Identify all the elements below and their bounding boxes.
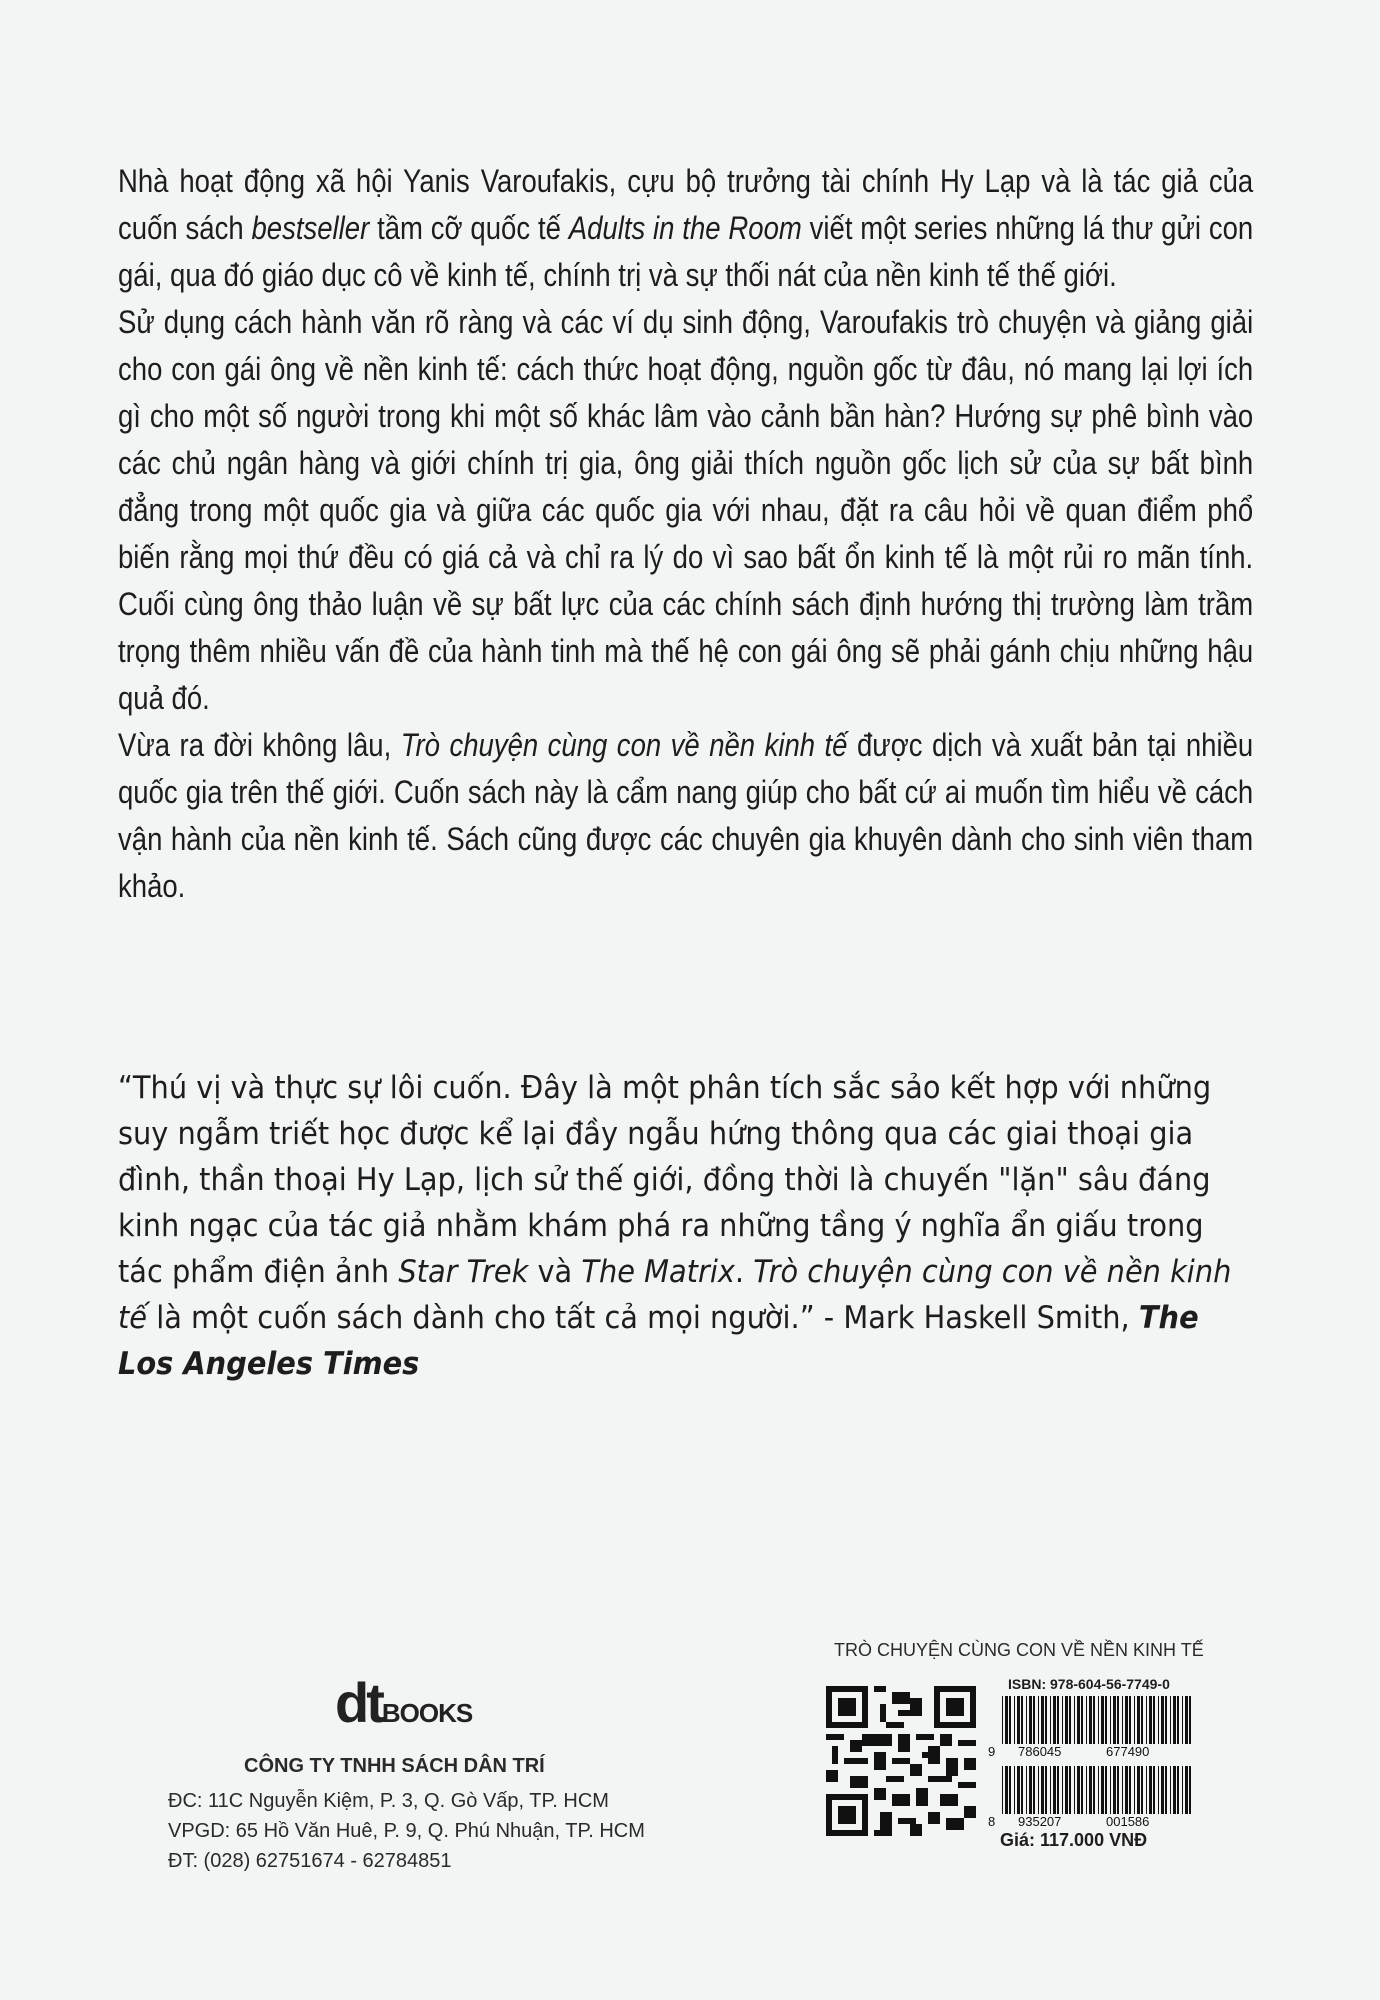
barcode-bar [1005, 1766, 1008, 1814]
isbn-barcode [988, 1696, 1198, 1758]
barcode-bar [1009, 1766, 1011, 1814]
barcode-bar [1153, 1766, 1155, 1814]
barcode-bar [1009, 1696, 1011, 1744]
barcode-bar [1101, 1766, 1104, 1814]
barcode-bar [1074, 1696, 1075, 1744]
barcode-bar [1189, 1696, 1191, 1744]
barcode-bar [1149, 1696, 1152, 1744]
price: Giá: 117.000 VNĐ [1000, 1830, 1148, 1850]
barcode-bar [1065, 1766, 1068, 1814]
barcode-bar [1129, 1696, 1131, 1744]
barcode-bar [1062, 1766, 1063, 1814]
svg-text:8: 8 [988, 1814, 996, 1828]
barcode-bar [1029, 1766, 1032, 1814]
barcode-bar [1026, 1766, 1027, 1814]
barcode-bar [1021, 1766, 1023, 1814]
barcode-bar [1161, 1766, 1164, 1814]
blurb-text [118, 158, 1253, 910]
blurb-paragraph-1: Nhà hoạt động xã hội Yanis Varoufakis, cựu bộ trưởng tài chính Hy Lạp và là tác giả của cuốn sách bestseller tầm cỡ quốc tế Adults in the Room viết một series những lá thư gửi con gái, qua đó giáo dục cô về kinh tế, chính trị và sự thối nát của nền kinh tế thế giới. [118, 163, 1254, 293]
barcode-bar [1110, 1766, 1111, 1814]
barcode-bar [1053, 1696, 1056, 1744]
barcode-bar [1029, 1696, 1032, 1744]
barcode-bar [1134, 1696, 1135, 1744]
barcode-bar [1033, 1766, 1035, 1814]
barcode-bar [1141, 1766, 1143, 1814]
barcode-bar [1050, 1766, 1051, 1814]
svg-text:677490: 677490 [1106, 1744, 1150, 1758]
barcode-bar [1077, 1696, 1080, 1744]
barcode-bar [1017, 1696, 1020, 1744]
barcode-bar [1057, 1766, 1059, 1814]
barcode-bar [1041, 1696, 1044, 1744]
svg-text:935207: 935207 [1018, 1814, 1062, 1828]
publisher-address: ĐC: 11C Nguyễn Kiệm, P. 3, Q. Gò Vấp, TP. HCM [168, 1790, 609, 1812]
barcode-bar [1077, 1766, 1080, 1814]
barcode-bar [1137, 1696, 1140, 1744]
barcode-bar [1069, 1696, 1071, 1744]
barcode-bar [1002, 1766, 1003, 1814]
barcode-bar [1062, 1696, 1063, 1744]
barcode-bar [1122, 1766, 1123, 1814]
barcode-bar [1125, 1696, 1128, 1744]
barcode-bar [1134, 1766, 1135, 1814]
barcode-bar [1117, 1766, 1119, 1814]
barcode-bar [1125, 1766, 1128, 1814]
barcode-bar [1038, 1766, 1039, 1814]
barcode-bar [1161, 1696, 1164, 1744]
barcode-bar [1146, 1766, 1147, 1814]
barcode-bar [1185, 1696, 1188, 1744]
barcode-bar [1185, 1766, 1188, 1814]
barcode-bar [1141, 1696, 1143, 1744]
barcode-bar [1177, 1696, 1179, 1744]
barcode-bar [1113, 1766, 1116, 1814]
svg-text:9: 9 [988, 1744, 996, 1758]
barcode-bar [1105, 1696, 1107, 1744]
barcode-bar [1158, 1766, 1159, 1814]
barcode-bar [1153, 1696, 1155, 1744]
barcode-bar [1182, 1766, 1183, 1814]
barcode-bar [1086, 1696, 1087, 1744]
barcode-bar [1065, 1696, 1068, 1744]
quote-source: The Los Angeles Times [118, 1300, 1199, 1382]
barcode-bar [1170, 1696, 1171, 1744]
ean-barcode [988, 1766, 1198, 1828]
barcode-bar [1050, 1696, 1051, 1744]
barcode-bar [1113, 1696, 1116, 1744]
barcode-bar [1170, 1766, 1171, 1814]
barcode-bar [1086, 1766, 1087, 1814]
barcode-bar [1002, 1696, 1003, 1744]
barcode-bar [1014, 1696, 1015, 1744]
barcode-bar [1038, 1696, 1039, 1744]
barcode-bar [1045, 1766, 1047, 1814]
barcode-bar [1026, 1696, 1027, 1744]
barcode-bar [1074, 1766, 1075, 1814]
review-quote: “Thú vị và thực sự lôi cuốn. Đây là một phân tích sắc sảo kết hợp với những suy ngẫm triết học được kể lại đầy ngẫu hứng thông qua các giai thoại gia đình, thần thoại Hy Lạp, lịch sử thế giới, đồng thời là chuyến "lặn" sâu đáng kinh ngạc của tác giả nhằm khám phá ra những tầng ý nghĩa ẩn giấu trong tác phẩm điện ảnh Star Trek và The Matrix. Trò chuyện cùng con về nền kinh tế là một cuốn sách dành cho tất cả mọi người.” - Mark Haskell Smith, The Los Angeles Times [118, 1070, 1232, 1382]
barcode-bar [1033, 1696, 1035, 1744]
isbn-block [820, 1640, 1220, 1860]
barcode-bar [1173, 1696, 1176, 1744]
isbn-number: ISBN: 978-604-56-7749-0 [1008, 1676, 1170, 1692]
barcode-bar [1093, 1696, 1095, 1744]
barcode-bar [1189, 1766, 1191, 1814]
publisher-phone: ĐT: (028) 62751674 - 62784851 [168, 1850, 452, 1872]
barcode-bar [1117, 1696, 1119, 1744]
barcode-bar [1093, 1766, 1095, 1814]
barcode-bar [1177, 1766, 1179, 1814]
blurb-paragraph-3: Vừa ra đời không lâu, Trò chuyện cùng con về nền kinh tế được dịch và xuất bản tại nhiều quốc gia trên thế giới. Cuốn sách này là cẩm nang giúp cho bất cứ ai muốn tìm hiểu về cách vận hành của nền kinh tế. Sách cũng được các chuyên gia khuyên dành cho sinh viên tham khảo. [118, 727, 1254, 904]
barcode-bar [1165, 1696, 1167, 1744]
barcode-bar [1053, 1766, 1056, 1814]
barcode-bar [1182, 1696, 1183, 1744]
dtbooks-logo: dtBOOKS [335, 1671, 473, 1734]
barcode-bar [1081, 1696, 1083, 1744]
barcode-bar [1137, 1766, 1140, 1814]
barcode-bar [1146, 1696, 1147, 1744]
barcode-bar [1122, 1696, 1123, 1744]
barcode-bar [1041, 1766, 1044, 1814]
series-title: TRÒ CHUYỆN CÙNG CON VỀ NỀN KINH TẾ [834, 1640, 1204, 1660]
barcode-bar [1165, 1766, 1167, 1814]
qr-code [826, 1686, 976, 1836]
barcode-bar [1045, 1696, 1047, 1744]
barcode-bar [1173, 1766, 1176, 1814]
barcode-bar [1005, 1696, 1008, 1744]
barcode-bar [1129, 1766, 1131, 1814]
barcode-bar [1098, 1766, 1099, 1814]
svg-text:786045: 786045 [1018, 1744, 1062, 1758]
svg-text:001586: 001586 [1106, 1814, 1150, 1828]
publisher-office: VPGD: 65 Hồ Văn Huê, P. 9, Q. Phú Nhuận, TP. HCM [168, 1820, 645, 1842]
barcode-bar [1069, 1766, 1071, 1814]
barcode-bar [1081, 1766, 1083, 1814]
barcode-bar [1105, 1766, 1107, 1814]
barcode-bar [1158, 1696, 1159, 1744]
barcode-bar [1089, 1696, 1092, 1744]
barcode-bar [1057, 1696, 1059, 1744]
barcode-bar [1110, 1696, 1111, 1744]
barcode-bar [1017, 1766, 1020, 1814]
barcode-bar [1021, 1696, 1023, 1744]
blurb-paragraph-2: Sử dụng cách hành văn rõ ràng và các ví dụ sinh động, Varoufakis trò chuyện và giảng giải cho con gái ông về nền kinh tế: cách thức hoạt động, nguồn gốc từ đâu, nó mang lại lợi ích gì cho một số người trong khi một số khác lâm vào cảnh bần hàn? Hướng sự phê bình vào các chủ ngân hàng và giới chính trị gia, ông giải thích nguồn gốc lịch sử của sự bất bình đẳng trong một quốc gia và giữa các quốc gia với nhau, đặt ra câu hỏi về quan điểm phổ biến rằng mọi thứ đều có giá cả và chỉ ra lý do vì sao bất ổn kinh tế là một rủi ro mãn tính. Cuối cùng ông thảo luận về sự bất lực của các chính sách định hướng thị trường làm trầm trọng thêm nhiều vấn đề của hành tinh mà thế hệ con gái ông sẽ phải gánh chịu những hậu quả đó. [118, 304, 1254, 716]
publisher-company: CÔNG TY TNHH SÁCH DÂN TRÍ [244, 1755, 545, 1777]
barcode-bar [1101, 1696, 1104, 1744]
barcode-bar [1014, 1766, 1015, 1814]
barcode-bar [1149, 1766, 1152, 1814]
barcode-bar [1098, 1696, 1099, 1744]
barcode-bar [1089, 1766, 1092, 1814]
